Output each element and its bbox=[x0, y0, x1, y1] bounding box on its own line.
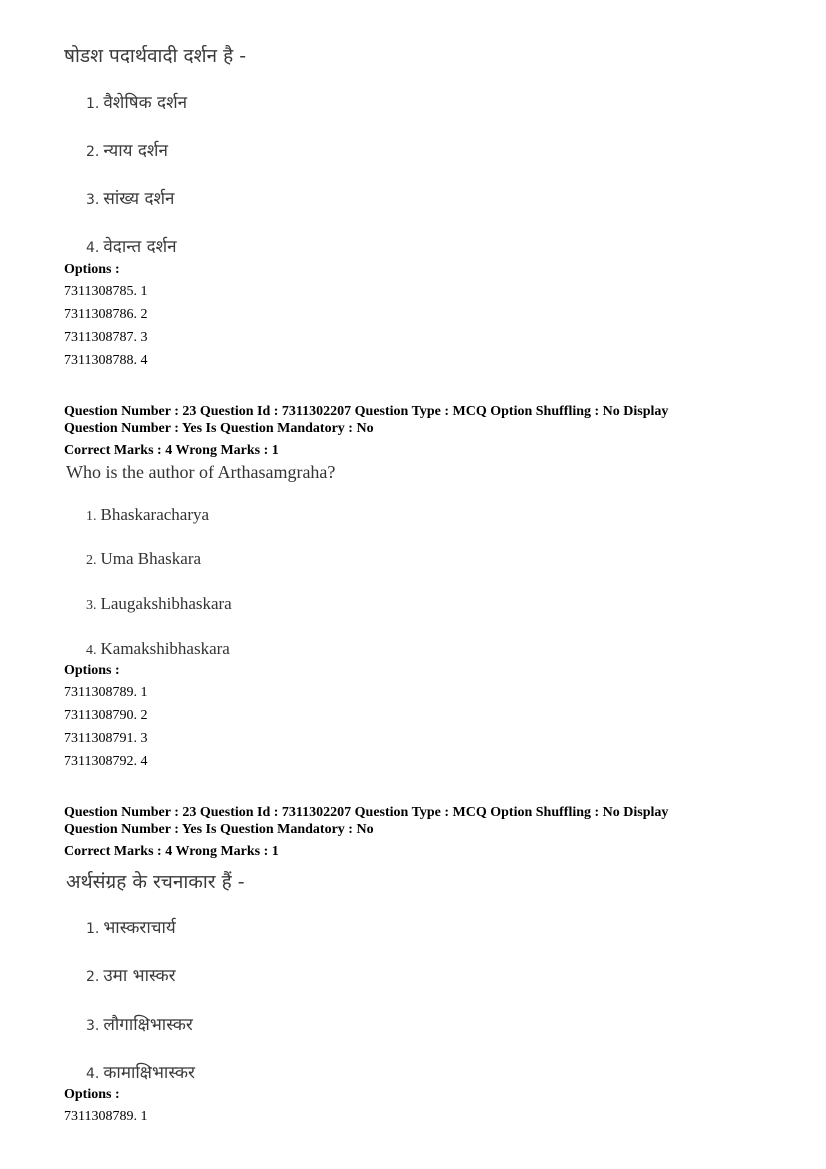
choice-number: 2. bbox=[86, 144, 100, 160]
choice-text: Kamakshibhaskara bbox=[100, 639, 230, 658]
option-id: 7311308787. 3 bbox=[64, 330, 148, 345]
choice-2 bbox=[86, 963, 176, 986]
choice-number: 3. bbox=[86, 192, 100, 208]
question-text: Who is the author of Arthasamgraha? bbox=[66, 462, 336, 482]
choice-number: 1. bbox=[86, 921, 100, 937]
question-text: अर्थसंग्रह के रचनाकार हैं - bbox=[66, 871, 245, 893]
marks-line: Correct Marks : 4 Wrong Marks : 1 bbox=[64, 844, 279, 859]
choice-text: न्याय दर्शन bbox=[103, 141, 168, 161]
choice-text: वैशेषिक दर्शन bbox=[103, 93, 188, 113]
choice-text: सांख्य दर्शन bbox=[103, 189, 175, 209]
choice-4 bbox=[86, 639, 230, 659]
option-id: 7311308789. 1 bbox=[64, 685, 148, 700]
option-id: 7311308792. 4 bbox=[64, 754, 148, 769]
options-label: Options : bbox=[64, 663, 120, 678]
choice-3 bbox=[86, 186, 175, 209]
choice-1 bbox=[86, 915, 176, 938]
choice-number: 4. bbox=[86, 240, 100, 256]
choice-number: 3. bbox=[86, 1018, 100, 1034]
choice-number: 4. bbox=[86, 643, 97, 658]
choice-text: Bhaskaracharya bbox=[100, 505, 210, 524]
options-label: Options : bbox=[64, 262, 120, 277]
choice-text: वेदान्त दर्शन bbox=[103, 237, 177, 257]
option-id: 7311308786. 2 bbox=[64, 307, 148, 322]
choice-2 bbox=[86, 138, 168, 161]
choice-number: 3. bbox=[86, 598, 97, 613]
question-meta: Question Number : Yes Is Question Mandatory : No bbox=[64, 421, 374, 436]
choice-number: 2. bbox=[86, 969, 100, 985]
option-id: 7311308785. 1 bbox=[64, 284, 148, 299]
choice-text: उमा भास्कर bbox=[103, 966, 176, 986]
choice-number: 1. bbox=[86, 509, 97, 524]
choice-3 bbox=[86, 594, 232, 614]
choice-number: 2. bbox=[86, 553, 97, 568]
choice-1 bbox=[86, 505, 209, 525]
options-label: Options : bbox=[64, 1087, 120, 1102]
question-meta: Question Number : 23 Question Id : 7311302207 Question Type : MCQ Option Shuffling : No Display bbox=[64, 404, 669, 419]
choice-2 bbox=[86, 549, 201, 569]
question-meta: Question Number : 23 Question Id : 7311302207 Question Type : MCQ Option Shuffling : No Display bbox=[64, 805, 669, 820]
choice-1 bbox=[86, 90, 187, 113]
option-id: 7311308789. 1 bbox=[64, 1109, 148, 1124]
choice-3 bbox=[86, 1012, 193, 1035]
choice-text: Uma Bhaskara bbox=[100, 549, 202, 568]
choice-4 bbox=[86, 234, 177, 257]
choice-text: भास्कराचार्य bbox=[103, 918, 176, 938]
choice-text: कामाक्षिभास्कर bbox=[103, 1063, 195, 1083]
option-id: 7311308788. 4 bbox=[64, 353, 148, 368]
option-id: 7311308790. 2 bbox=[64, 708, 148, 723]
choice-4 bbox=[86, 1060, 195, 1083]
question-meta: Question Number : Yes Is Question Mandatory : No bbox=[64, 822, 374, 837]
choice-number: 1. bbox=[86, 96, 100, 112]
choice-number: 4. bbox=[86, 1066, 100, 1082]
choice-text: लौगाक्षिभास्कर bbox=[103, 1015, 193, 1035]
marks-line: Correct Marks : 4 Wrong Marks : 1 bbox=[64, 443, 279, 458]
option-id: 7311308791. 3 bbox=[64, 731, 148, 746]
question-text: षोडश पदार्थवादी दर्शन है - bbox=[64, 45, 247, 67]
choice-text: Laugakshibhaskara bbox=[100, 594, 232, 613]
